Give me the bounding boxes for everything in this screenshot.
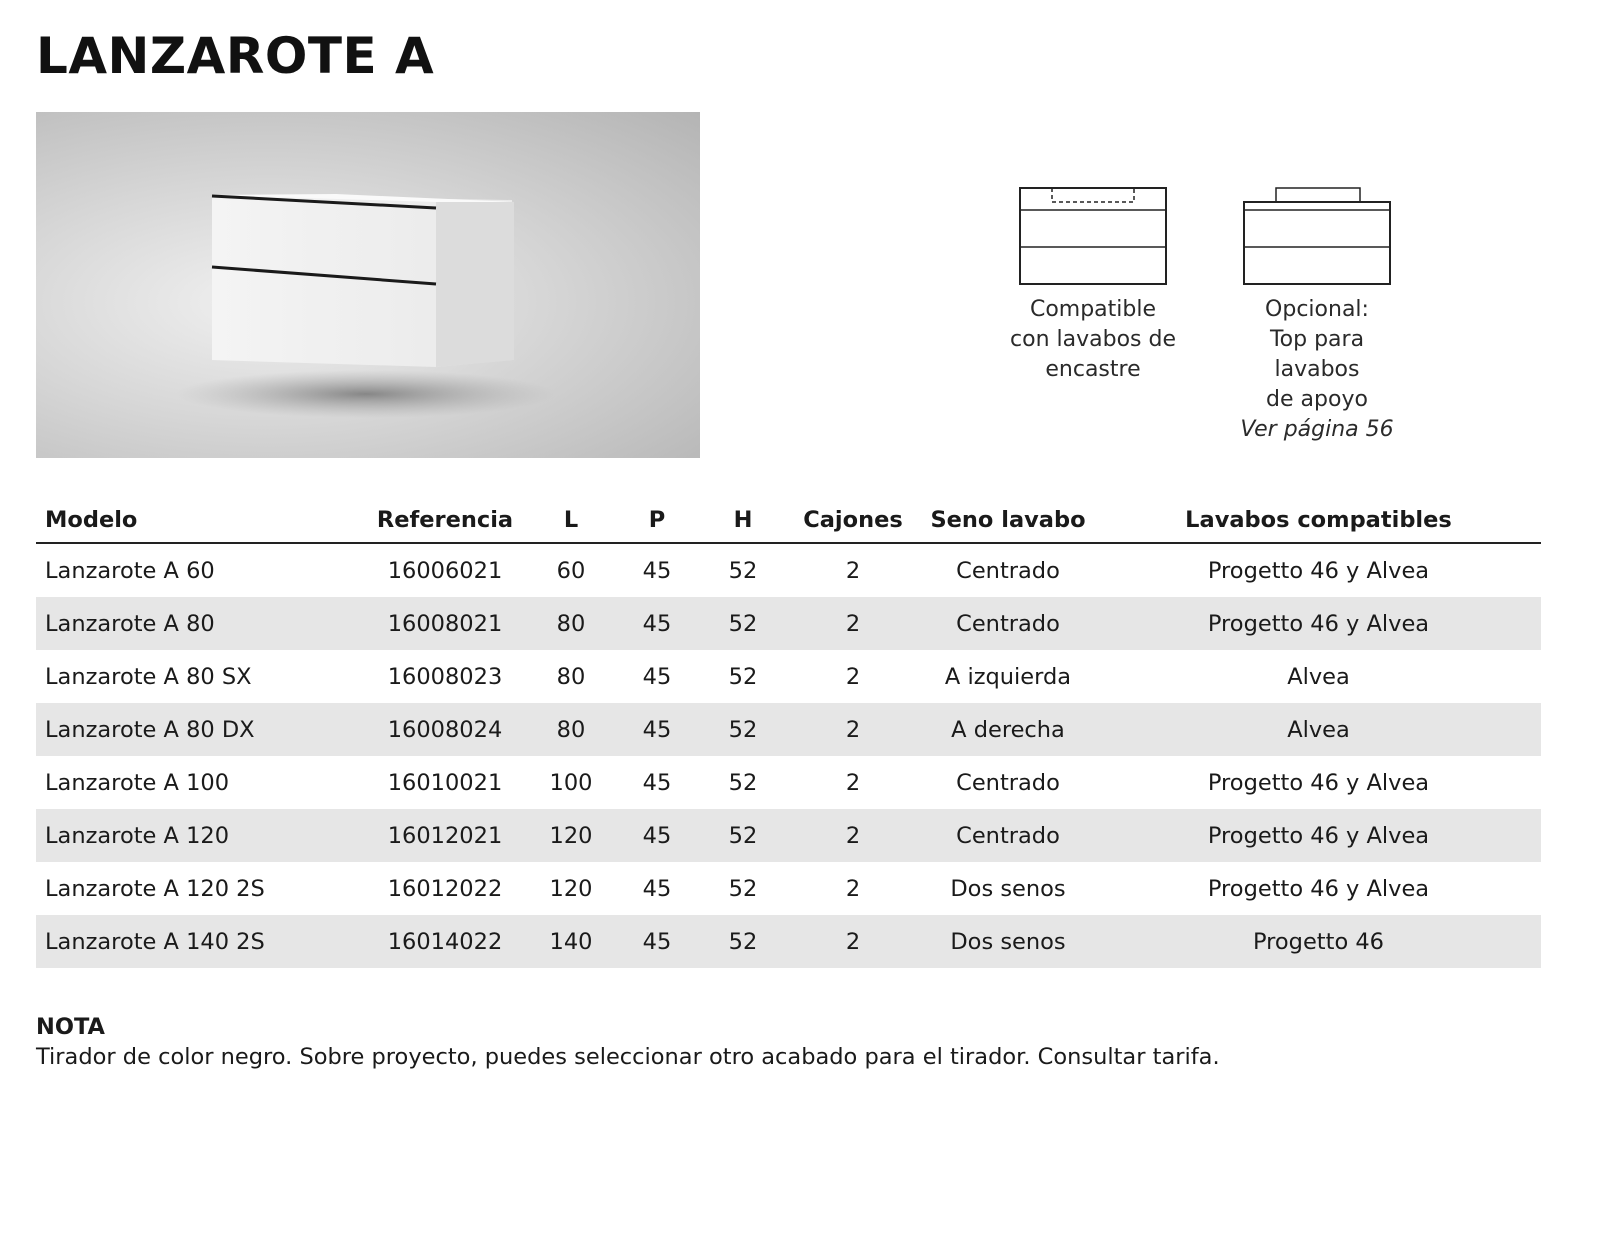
table-row — [36, 862, 1541, 915]
caption-line: con lavabos de — [1010, 327, 1176, 352]
cell-referencia: 16010021 — [387, 769, 503, 796]
cell-referencia: 16012021 — [362, 809, 528, 862]
inset-basin-cabinet-icon — [1008, 185, 1178, 285]
cell-l: 80 — [528, 703, 614, 756]
cell-lavabos: Progetto 46 y Alvea — [1207, 557, 1430, 584]
cell-p: 45 — [614, 915, 700, 968]
cell-l: 140 — [528, 915, 614, 968]
page-reference: Ver página 56 — [1240, 417, 1394, 442]
cell-cajones: 2 — [786, 703, 920, 756]
cell-lavabos: Progetto 46 y Alvea — [1207, 769, 1430, 796]
cell-lavabos: Progetto 46 y Alvea — [1096, 809, 1541, 862]
cell-seno: Centrado — [956, 557, 1060, 584]
table-row — [36, 543, 1541, 597]
note-text: Tirador de color negro. Sobre proyecto, puedes seleccionar otro acabado para el tirador. Consultar tarifa. — [36, 1044, 1220, 1070]
caption-line: Opcional: — [1265, 297, 1369, 322]
cell-lavabos: Progetto 46 y Alvea — [1207, 875, 1430, 902]
countertop-basin-cabinet-icon — [1232, 185, 1402, 285]
cell-p: 45 — [642, 557, 672, 584]
cell-seno: Dos senos — [920, 915, 1096, 968]
cell-h: 52 — [728, 769, 758, 796]
cell-h: 52 — [700, 703, 786, 756]
cell-p: 45 — [614, 597, 700, 650]
cell-lavabos: Progetto 46 — [1096, 915, 1541, 968]
cell-lavabos: Alvea — [1096, 703, 1541, 756]
cell-h: 52 — [728, 875, 758, 902]
cell-l: 80 — [528, 597, 614, 650]
table-header-row — [36, 498, 1541, 543]
cell-seno: Centrado — [920, 597, 1096, 650]
cell-p: 45 — [642, 769, 672, 796]
cell-seno: Centrado — [956, 769, 1060, 796]
cell-seno: A izquierda — [944, 663, 1072, 690]
cell-h: 52 — [700, 597, 786, 650]
col-header-cajones: Cajones — [786, 498, 920, 543]
cell-referencia: 16008021 — [362, 597, 528, 650]
cell-l: 100 — [549, 769, 593, 796]
cell-p: 45 — [614, 809, 700, 862]
col-header-referencia: Referencia — [362, 498, 528, 543]
col-header-h: H — [700, 498, 786, 543]
cell-h: 52 — [728, 557, 758, 584]
cell-cajones: 2 — [786, 809, 920, 862]
cell-p: 45 — [642, 663, 672, 690]
table-row — [36, 650, 1541, 703]
caption-line: Top para lavabos — [1269, 327, 1365, 382]
cell-cajones: 2 — [786, 597, 920, 650]
caption-line: encastre — [1045, 357, 1141, 382]
cell-modelo: Lanzarote A 100 — [45, 769, 230, 796]
diagram-caption — [1008, 295, 1178, 385]
cell-referencia: 16008024 — [362, 703, 528, 756]
cell-lavabos: Progetto 46 y Alvea — [1096, 597, 1541, 650]
note-section — [36, 1012, 1220, 1072]
caption-line: Compatible — [1029, 297, 1157, 322]
table-row — [36, 915, 1541, 968]
col-header-lavabos: Lavabos compatibles — [1096, 498, 1541, 543]
cell-referencia: 16012022 — [387, 875, 503, 902]
col-header-seno: Seno lavabo — [920, 498, 1096, 543]
cell-seno: A derecha — [920, 703, 1096, 756]
cell-modelo: Lanzarote A 60 — [45, 557, 215, 584]
col-header-modelo: Modelo — [36, 498, 362, 543]
table-row — [36, 597, 1541, 650]
cell-modelo: Lanzarote A 80 SX — [45, 663, 252, 690]
vanity-cabinet-illustration — [36, 112, 700, 458]
cell-h: 52 — [700, 915, 786, 968]
caption-line: de apoyo — [1266, 387, 1368, 412]
page-title: LANZAROTE A — [36, 27, 435, 85]
cell-referencia: 16008023 — [387, 663, 503, 690]
product-photo — [36, 112, 700, 458]
diagram-caption — [1232, 295, 1402, 445]
cell-cajones: 2 — [845, 769, 861, 796]
diagram-countertop-basin — [1232, 185, 1402, 445]
cell-h: 52 — [728, 663, 758, 690]
cell-modelo: Lanzarote A 120 — [36, 809, 362, 862]
models-table — [36, 498, 1541, 968]
cell-cajones: 2 — [786, 915, 920, 968]
diagram-inset-basin — [1008, 185, 1178, 385]
note-label: NOTA — [36, 1014, 105, 1040]
cell-l: 60 — [556, 557, 586, 584]
col-header-p: P — [614, 498, 700, 543]
cell-cajones: 2 — [845, 663, 861, 690]
cell-cajones: 2 — [845, 557, 861, 584]
cell-l: 80 — [556, 663, 586, 690]
cell-p: 45 — [614, 703, 700, 756]
cell-modelo: Lanzarote A 80 — [36, 597, 362, 650]
cell-l: 120 — [528, 809, 614, 862]
cell-modelo: Lanzarote A 120 2S — [45, 875, 265, 902]
cell-l: 120 — [549, 875, 593, 902]
cell-p: 45 — [642, 875, 672, 902]
table-row — [36, 809, 1541, 862]
table-row — [36, 756, 1541, 809]
cell-cajones: 2 — [845, 875, 861, 902]
cell-referencia: 16006021 — [387, 557, 503, 584]
cell-modelo: Lanzarote A 80 DX — [36, 703, 362, 756]
cell-h: 52 — [700, 809, 786, 862]
cell-referencia: 16014022 — [362, 915, 528, 968]
cell-modelo: Lanzarote A 140 2S — [36, 915, 362, 968]
cell-seno: Dos senos — [950, 875, 1066, 902]
col-header-l: L — [528, 498, 614, 543]
table-row — [36, 703, 1541, 756]
cell-seno: Centrado — [920, 809, 1096, 862]
cell-lavabos: Alvea — [1287, 663, 1350, 690]
